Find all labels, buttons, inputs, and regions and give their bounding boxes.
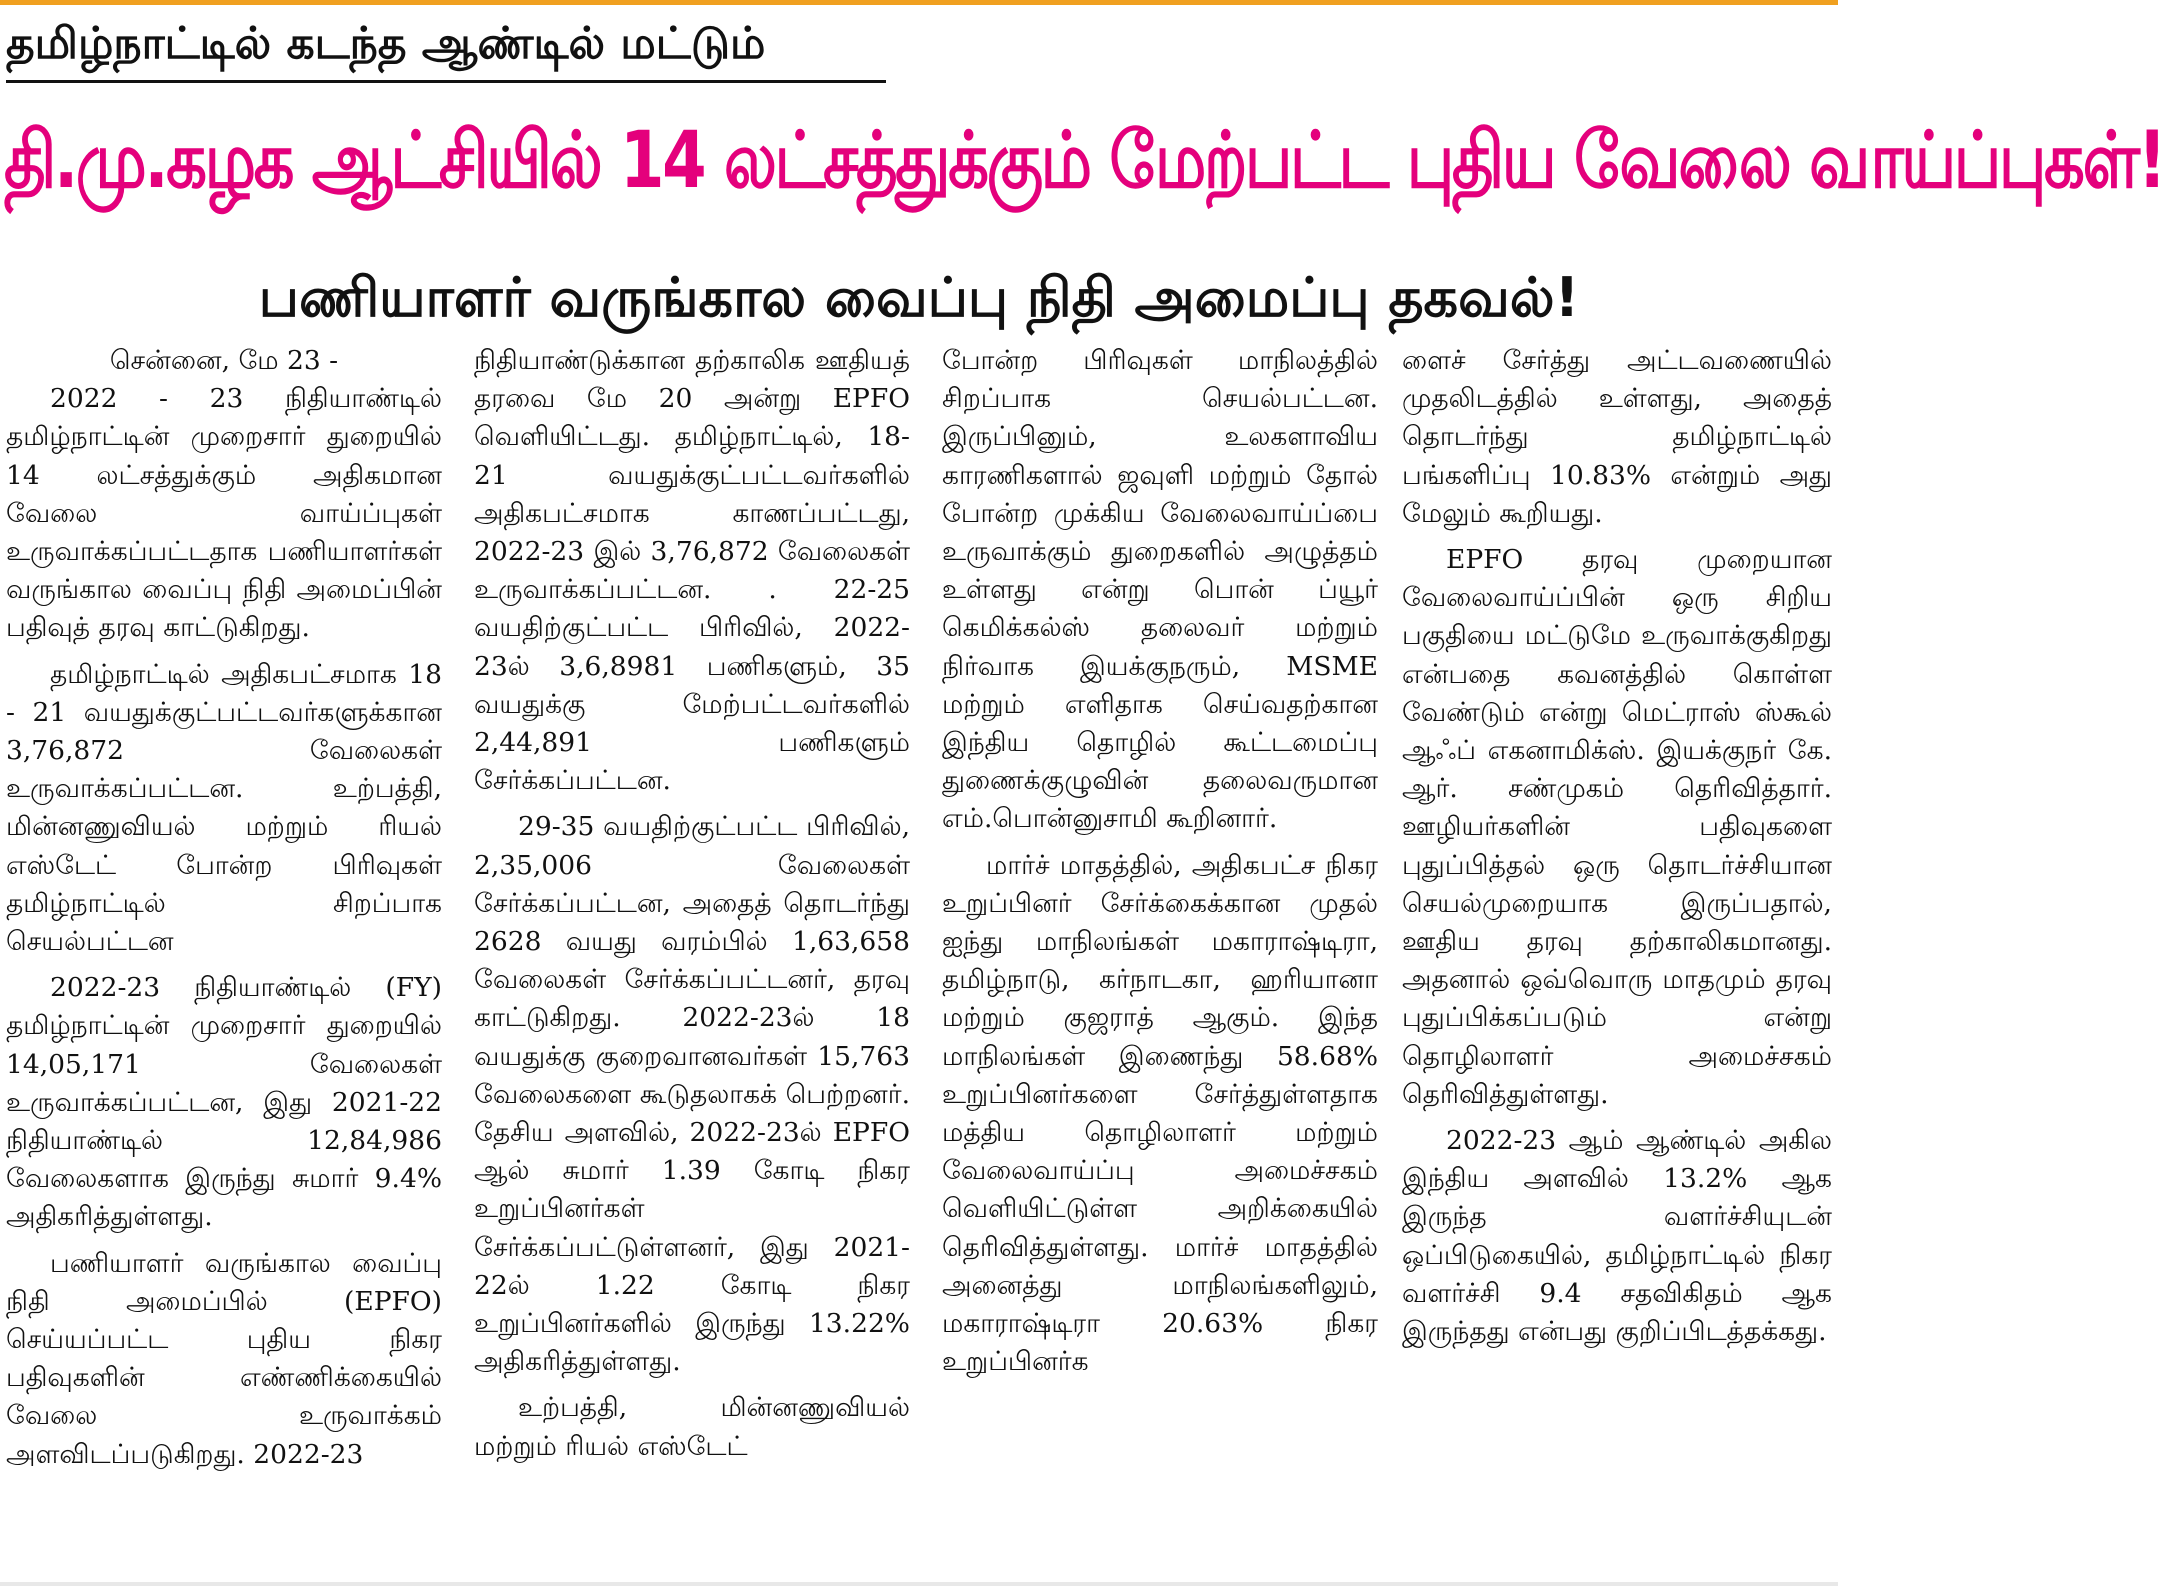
paragraph: 2022-23 நிதியாண்டில் (FY) தமிழ்நாட்டின் முறைசார் துறையில் 14,05,171 வேலைகள் உருவாக்கப்பட்டன, இது 2021-22 நிதியாண்டில் 12,84,986 வேலைகளாக இருந்து சுமார் 9.4% அதிகரித்துள்ளது. (6, 972, 442, 1233)
paragraph: போன்ற பிரிவுகள் மாநிலத்தில் சிறப்பாக செயல்பட்டன. இருப்பினும், உலகளாவிய காரணிகளால் ஜவுளி மற்றும் தோல் போன்ற முக்கிய வேலைவாய்ப்பை உருவாக்கும் துறைகளில் அழுத்தம் உள்ளது என்று பொன் ப்யூர் கெமிக்கல்ஸ் தலைவர் மற்றும் நிர்வாக இயக்குநரும், MSME மற்றும் எளிதாக செய்வதற்கான இந்திய தொழில் கூட்டமைப்பு துணைக்குழுவின் தலைவருமான எம்.பொன்னுசாமி கூறினார். (942, 345, 1378, 835)
article-column-4 (1402, 342, 1832, 1576)
article-column-3 (942, 342, 1378, 1576)
dateline: சென்னை, மே 23 - (109, 345, 339, 376)
article-column-1 (6, 342, 442, 1576)
paragraph: 29-35 வயதிற்குட்பட்ட பிரிவில், 2,35,006 வேலைகள் சேர்க்கப்பட்டன, அதைத் தொடர்ந்து 2628 வயது வரம்பில் 1,63,658 வேலைகள் சேர்க்கப்பட்டனர், தரவு காட்டுகிறது. 2022-23ல் 18 வயதுக்கு குறைவானவர்கள் 15,763 வேலைகளை கூடுதலாகக் பெற்றனர். தேசிய அளவில், 2022-23ல் EPFO ஆல் சுமார் 1.39 கோடி நிகர உறுப்பினர்கள் சேர்க்கப்பட்டுள்ளனர், இது 2021-22ல் 1.22 கோடி நிகர உறுப்பினர்களில் இருந்து 13.22% அதிகரித்துள்ளது. (474, 811, 910, 1378)
article-body (6, 342, 1832, 1576)
kicker: தமிழ்நாட்டில் கடந்த ஆண்டில் மட்டும் (6, 18, 766, 69)
article-column-2 (474, 342, 910, 1576)
paragraph: 2022-23 ஆம் ஆண்டில் அகில இந்திய அளவில் 13.2% ஆக இருந்த வளர்ச்சியுடன் ஒப்பிடுகையில், தமிழ்நாட்டில் நிகர வளர்ச்சி 9.4 சதவிகிதம் ஆக இருந்தது என்பது குறிப்பிடத்தக்கது. (1402, 1125, 1832, 1348)
paragraph: பணியாளர் வருங்கால வைப்பு நிதி அமைப்பில் (EPFO) செய்யப்பட்ட புதிய நிகர பதிவுகளின் எண்ணிக்கையில் வேலை உருவாக்கம் அளவிடப்படுகிறது. 2022-23 (6, 1247, 442, 1470)
paragraph: ளைச் சேர்த்து அட்டவணையில் முதலிடத்தில் உள்ளது, அதைத் தொடர்ந்து தமிழ்நாட்டில் பங்களிப்பு 10.83% என்றும் அது மேலும் கூறியது. (1402, 345, 1832, 529)
paragraph: உற்பத்தி, மின்னணுவியல் மற்றும் ரியல் எஸ்டேட் (474, 1392, 910, 1462)
subheadline: பணியாளர் வருங்கால வைப்பு நிதி அமைப்பு தகவல்! (258, 266, 1580, 329)
paragraph: மார்ச் மாதத்தில், அதிகபட்ச நிகர உறுப்பினர் சேர்க்கைக்கான முதல் ஐந்து மாநிலங்கள் மகாராஷ்டிரா, தமிழ்நாடு, கர்நாடகா, ஹரியானா மற்றும் குஜராத் ஆகும். இந்த மாநிலங்கள் இணைந்து 58.68% உறுப்பினர்களை சேர்த்துள்ளதாக மத்திய தொழிலாளர் மற்றும் வேலைவாய்ப்பு அமைச்சகம் வெளியிட்டுள்ள அறிக்கையில் தெரிவித்துள்ளது. மார்ச் மாதத்தில் அனைத்து மாநிலங்களிலும், மகாராஷ்டிரா 20.63% நிகர உறுப்பினர்க (942, 849, 1378, 1378)
top-rule (0, 0, 1838, 5)
paragraph: தமிழ்நாட்டில் அதிகபட்சமாக 18 - 21 வயதுக்குட்பட்டவர்களுக்கான 3,76,872 வேலைகள் உருவாக்கப்பட்டன. உற்பத்தி, மின்னணுவியல் மற்றும் ரியல் எஸ்டேட் போன்ற பிரிவுகள் தமிழ்நாட்டில் சிறப்பாக செயல்பட்டன (6, 658, 442, 958)
paragraph: EPFO தரவு முறையான வேலைவாய்ப்பின் ஒரு சிறிய பகுதியை மட்டுமே உருவாக்குகிறது என்பதை கவனத்தில் கொள்ள வேண்டும் என்று மெட்ராஸ் ஸ்கூல் ஆஃப் எகனாமிக்ஸ். இயக்குநர் கே. ஆர். சண்முகம் தெரிவித்தார். ஊழியர்களின் பதிவுகளை புதுப்பித்தல் ஒரு தொடர்ச்சியான செயல்முறையாக இருப்பதால், ஊதிய தரவு தற்காலிகமானது. அதனால் ஒவ்வொரு மாதமும் தரவு புதுப்பிக்கப்படும் என்று தொழிலாளர் அமைச்சகம் தெரிவித்துள்ளது. (1402, 544, 1832, 1110)
bottom-rule (0, 1582, 1838, 1586)
paragraph: 2022 - 23 நிதியாண்டில் தமிழ்நாட்டின் முறைசார் துறையில் 14 லட்சத்துக்கும் அதிகமான வேலை வாய்ப்புகள் உருவாக்கப்பட்டதாக பணியாளர்கள் வருங்கால வைப்பு நிதி அமைப்பின் பதிவுத் தரவு காட்டுகிறது. (6, 383, 442, 644)
kicker-underline (6, 80, 886, 83)
paragraph: நிதியாண்டுக்கான தற்காலிக ஊதியத் தரவை மே 20 அன்று EPFO வெளியிட்டது. தமிழ்நாட்டில், 18- 21 வயதுக்குட்பட்டவர்களில் அதிகபட்சமாக காணப்பட்டது, 2022-23 இல் 3,76,872 வேலைகள் உருவாக்கப்பட்டன. . 22-25 வயதிற்குட்பட்ட பிரிவில், 2022-23ல் 3,6,8981 பணிகளும், 35 வயதுக்கு மேற்பட்டவர்களில் 2,44,891 பணிகளும் சேர்க்கப்பட்டன. (474, 345, 910, 797)
headline: தி.மு.கழக ஆட்சியில் 14 லட்சத்துக்கும் மேற்பட்ட புதிய வேலை வாய்ப்புகள்! (4, 116, 2164, 206)
